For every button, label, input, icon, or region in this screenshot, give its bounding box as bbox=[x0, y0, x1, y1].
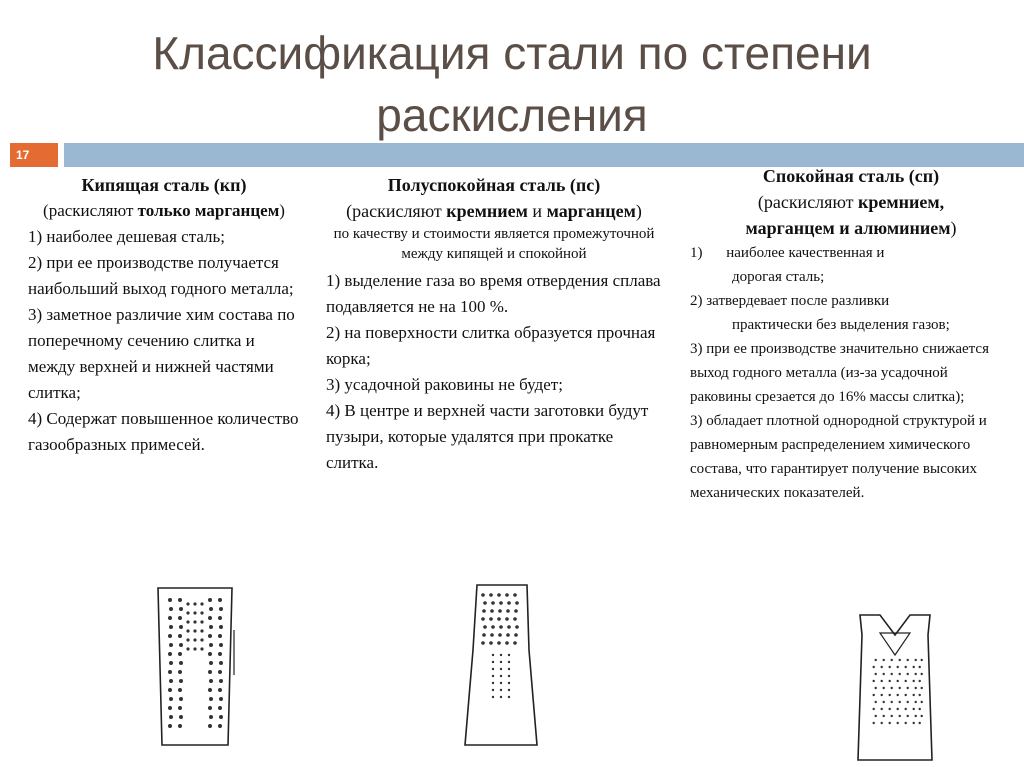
bubble-dot bbox=[179, 679, 183, 683]
bubble-dot bbox=[873, 666, 875, 668]
bubble-dot bbox=[169, 625, 173, 629]
bubble-dot bbox=[500, 668, 502, 670]
bubble-dot bbox=[193, 611, 196, 614]
column-subtitle bbox=[690, 215, 1012, 241]
bubble-dot bbox=[208, 598, 212, 602]
bubble-dot bbox=[218, 706, 222, 710]
bubble-dot bbox=[492, 696, 494, 698]
bubble-dot bbox=[168, 652, 172, 656]
bubble-dot bbox=[921, 687, 923, 689]
slide-title bbox=[0, 22, 1024, 146]
bubble-dot bbox=[875, 659, 877, 661]
bubble-dot bbox=[919, 694, 921, 696]
bubble-dot bbox=[915, 687, 917, 689]
slide-title-line1: Классификация стали по степени bbox=[152, 27, 872, 79]
bubble-dot bbox=[209, 697, 213, 701]
bubble-dot bbox=[490, 633, 494, 637]
bubble-dot bbox=[891, 715, 893, 717]
bubble-dot bbox=[178, 724, 182, 728]
bubble-dot bbox=[498, 609, 502, 613]
bubble-dot bbox=[193, 629, 196, 632]
bubble-dot bbox=[907, 659, 909, 661]
bubble-dot bbox=[179, 697, 183, 701]
bubble-dot bbox=[218, 652, 222, 656]
bubble-dot bbox=[179, 715, 183, 719]
bubble-dot bbox=[913, 722, 915, 724]
bubble-dot bbox=[218, 598, 222, 602]
bubble-dot bbox=[193, 620, 196, 623]
bubble-dot bbox=[490, 609, 494, 613]
bubble-dot bbox=[913, 680, 915, 682]
bubble-dot bbox=[483, 601, 487, 605]
bubble-dot bbox=[489, 593, 493, 597]
bubble-dot bbox=[515, 601, 519, 605]
bubble-dot bbox=[218, 688, 222, 692]
column-title: Спокойная сталь (сп) bbox=[762, 166, 940, 186]
bubble-dot bbox=[200, 620, 203, 623]
bubble-dot bbox=[915, 659, 917, 661]
list-number: 1) bbox=[690, 245, 703, 261]
column-header bbox=[690, 163, 1012, 241]
list-text: наиболее качественная и bbox=[726, 245, 885, 261]
bubble-dot bbox=[897, 680, 899, 682]
bubble-dot bbox=[179, 661, 183, 665]
bubble-dot bbox=[905, 708, 907, 710]
bubble-dot bbox=[873, 722, 875, 724]
subtitle-bold: марганцем и алюминием bbox=[745, 218, 951, 238]
bubble-dot bbox=[506, 633, 510, 637]
bubble-dot bbox=[186, 620, 189, 623]
column-header bbox=[28, 172, 300, 224]
bubble-dot bbox=[492, 668, 494, 670]
bubble-dot bbox=[507, 625, 511, 629]
bubble-dot bbox=[515, 625, 519, 629]
bubble-dot bbox=[513, 617, 517, 621]
bubble-dot bbox=[499, 601, 503, 605]
bubble-dot bbox=[891, 687, 893, 689]
bubble-dot bbox=[881, 708, 883, 710]
bubble-dot bbox=[883, 715, 885, 717]
bubble-dot bbox=[492, 682, 494, 684]
bubble-dot bbox=[913, 694, 915, 696]
list-item-continuation: дорогая сталь; bbox=[732, 269, 825, 285]
bubble-dot bbox=[875, 673, 877, 675]
bubble-dot bbox=[492, 689, 494, 691]
bubble-dot bbox=[899, 701, 901, 703]
bubble-dot bbox=[193, 602, 196, 605]
list-item: 1) выделение газа во время отвердения сплава подавляется не на 100 %. bbox=[326, 271, 661, 316]
list-item: 3) заметное различие хим состава по поперечному сечению слитка и между верхней и нижней частями слитка; bbox=[28, 305, 295, 402]
bubble-dot bbox=[913, 708, 915, 710]
column-note: по качеству и стоимости является промежуточной между кипящей и спокойной bbox=[333, 226, 655, 262]
bubble-dot bbox=[492, 654, 494, 656]
subtitle-bold: марганцем bbox=[546, 201, 636, 221]
bubble-dot bbox=[897, 694, 899, 696]
bubble-dot bbox=[500, 696, 502, 698]
bubble-dot bbox=[899, 659, 901, 661]
bubble-dot bbox=[873, 708, 875, 710]
list-item: 2) при ее производстве получается наибольший выход годного металла; bbox=[28, 253, 294, 298]
bubble-dot bbox=[481, 593, 485, 597]
bubble-dot bbox=[489, 617, 493, 621]
bubble-dot bbox=[193, 647, 196, 650]
list-item: 1) наиболее дешевая сталь; bbox=[28, 227, 225, 246]
subtitle-text: ) bbox=[635, 201, 642, 221]
bubble-dot bbox=[907, 701, 909, 703]
bubble-dot bbox=[508, 682, 510, 684]
bubble-dot bbox=[209, 625, 213, 629]
list-item: 2) на поверхности слитка образуется прочная корка; bbox=[326, 323, 656, 368]
bubble-dot bbox=[200, 629, 203, 632]
bubble-dot bbox=[891, 673, 893, 675]
bubble-dot bbox=[921, 701, 923, 703]
bubble-dot bbox=[218, 724, 222, 728]
bubble-dot bbox=[219, 643, 223, 647]
bubble-dot bbox=[483, 625, 487, 629]
bubble-dot bbox=[168, 616, 172, 620]
bubble-dot bbox=[889, 708, 891, 710]
subtitle-bold: кремнием, bbox=[858, 192, 945, 212]
bubble-dot bbox=[921, 659, 923, 661]
list-item: 2) затвердевает после разливки bbox=[690, 293, 890, 309]
bubble-dot bbox=[881, 722, 883, 724]
bubble-dot bbox=[200, 638, 203, 641]
bubble-dot bbox=[169, 661, 173, 665]
bubble-dot bbox=[178, 670, 182, 674]
bubble-dot bbox=[169, 643, 173, 647]
bubble-dot bbox=[500, 661, 502, 663]
bubble-dot bbox=[169, 679, 173, 683]
bubble-dot bbox=[168, 688, 172, 692]
bubble-dot bbox=[899, 673, 901, 675]
bubble-dot bbox=[505, 617, 509, 621]
bubble-dot bbox=[218, 616, 222, 620]
bubble-dot bbox=[513, 641, 517, 645]
subtitle-text: ) bbox=[279, 201, 285, 220]
column-title: Кипящая сталь (кп) bbox=[81, 175, 247, 195]
bubble-dot bbox=[219, 679, 223, 683]
bubble-dot bbox=[209, 643, 213, 647]
bubble-dot bbox=[873, 694, 875, 696]
bubble-dot bbox=[482, 633, 486, 637]
bubble-dot bbox=[178, 652, 182, 656]
bubble-dot bbox=[508, 675, 510, 677]
bubble-dot bbox=[881, 694, 883, 696]
bubble-dot bbox=[168, 670, 172, 674]
bubble-dot bbox=[507, 601, 511, 605]
bubble-dot bbox=[875, 687, 877, 689]
bubble-dot bbox=[179, 607, 183, 611]
bubble-dot bbox=[178, 598, 182, 602]
bubble-dot bbox=[883, 701, 885, 703]
bubble-dot bbox=[491, 625, 495, 629]
bubble-dot bbox=[492, 661, 494, 663]
bubble-dot bbox=[905, 666, 907, 668]
bubble-dot bbox=[208, 634, 212, 638]
bubble-dot bbox=[915, 673, 917, 675]
subtitle-bold: кремнием bbox=[446, 201, 528, 221]
bubble-dot bbox=[500, 689, 502, 691]
bubble-dot bbox=[905, 722, 907, 724]
bubble-dot bbox=[891, 701, 893, 703]
bubble-dot bbox=[491, 601, 495, 605]
bubble-dot bbox=[218, 670, 222, 674]
list-item bbox=[690, 241, 1012, 265]
bubble-dot bbox=[881, 680, 883, 682]
bubble-dot bbox=[200, 611, 203, 614]
bubble-dot bbox=[513, 593, 517, 597]
bubble-dot bbox=[889, 680, 891, 682]
bubble-dot bbox=[200, 602, 203, 605]
bubble-dot bbox=[905, 694, 907, 696]
bubble-dot bbox=[219, 661, 223, 665]
bubble-dot bbox=[179, 643, 183, 647]
bubble-dot bbox=[875, 701, 877, 703]
bubble-dot bbox=[209, 607, 213, 611]
bubble-dot bbox=[492, 675, 494, 677]
bubble-dot bbox=[219, 697, 223, 701]
subtitle-text: (раскисляют bbox=[757, 192, 859, 212]
slide-title-line2: раскисления bbox=[376, 89, 648, 141]
bubble-dot bbox=[891, 659, 893, 661]
bubble-dot bbox=[219, 715, 223, 719]
bubble-dot bbox=[489, 641, 493, 645]
bubble-dot bbox=[186, 629, 189, 632]
bubble-dot bbox=[873, 680, 875, 682]
subtitle-text: (раскисляют bbox=[43, 201, 138, 220]
bubble-dot bbox=[168, 724, 172, 728]
bubble-dot bbox=[907, 687, 909, 689]
bubble-dot bbox=[219, 625, 223, 629]
bubble-dot bbox=[169, 715, 173, 719]
bubble-dot bbox=[169, 607, 173, 611]
list-item: 3) усадочной раковины не будет; bbox=[326, 375, 563, 394]
bubble-dot bbox=[508, 696, 510, 698]
bubble-dot bbox=[508, 689, 510, 691]
bubble-dot bbox=[168, 634, 172, 638]
subtitle-text: (раскисляют bbox=[346, 201, 447, 221]
bubble-dot bbox=[178, 706, 182, 710]
subtitle-text: ) bbox=[950, 218, 957, 238]
bubble-dot bbox=[897, 708, 899, 710]
bubble-dot bbox=[497, 641, 501, 645]
slide-number: 17 bbox=[10, 143, 58, 167]
bubble-dot bbox=[506, 609, 510, 613]
list-item: 4) Содержат повышенное количество газообразных примесей. bbox=[28, 409, 299, 454]
bubble-dot bbox=[505, 641, 509, 645]
column-semi-killed-steel bbox=[326, 172, 662, 476]
bubble-dot bbox=[899, 687, 901, 689]
bubble-dot bbox=[208, 688, 212, 692]
bubble-dot bbox=[497, 617, 501, 621]
bubble-dot bbox=[481, 641, 485, 645]
bubble-dot bbox=[500, 654, 502, 656]
bubble-dot bbox=[208, 724, 212, 728]
bubble-dot bbox=[209, 715, 213, 719]
bubble-dot bbox=[915, 701, 917, 703]
semi-killed-ingot-diagram bbox=[455, 580, 550, 750]
bubble-dot bbox=[889, 694, 891, 696]
bubble-dot bbox=[913, 666, 915, 668]
bubble-dot bbox=[186, 647, 189, 650]
bubble-dot bbox=[514, 633, 518, 637]
bubble-dot bbox=[168, 598, 172, 602]
bubble-dot bbox=[883, 673, 885, 675]
bubble-dot bbox=[919, 666, 921, 668]
bubble-dot bbox=[208, 616, 212, 620]
list-item: 3) при ее производстве значительно снижается выход годного металла (из-за усадочной раковины срезается до 16% массы слитка); bbox=[690, 341, 989, 405]
bubble-dot bbox=[219, 607, 223, 611]
bubble-dot bbox=[208, 670, 212, 674]
bubble-dot bbox=[508, 661, 510, 663]
bubble-dot bbox=[482, 609, 486, 613]
bubble-dot bbox=[921, 715, 923, 717]
column-killed-steel bbox=[690, 163, 1012, 505]
bubble-dot bbox=[897, 666, 899, 668]
column-rimmed-steel bbox=[28, 172, 300, 458]
bubble-dot bbox=[881, 666, 883, 668]
bubble-dot bbox=[905, 680, 907, 682]
subtitle-text: и bbox=[527, 201, 547, 221]
bubble-dot bbox=[186, 638, 189, 641]
bubble-dot bbox=[208, 652, 212, 656]
bubble-dot bbox=[915, 715, 917, 717]
bubble-dot bbox=[919, 708, 921, 710]
bubble-dot bbox=[508, 654, 510, 656]
bubble-dot bbox=[875, 715, 877, 717]
bubble-dot bbox=[919, 722, 921, 724]
list-item-continuation: практически без выделения газов; bbox=[732, 317, 950, 333]
bubble-dot bbox=[508, 668, 510, 670]
bubble-dot bbox=[200, 647, 203, 650]
bubble-dot bbox=[179, 625, 183, 629]
column-subtitle bbox=[28, 198, 300, 224]
column-subtitle bbox=[326, 198, 662, 224]
bubble-dot bbox=[481, 617, 485, 621]
bubble-dot bbox=[178, 616, 182, 620]
bubble-dot bbox=[498, 633, 502, 637]
list-item: 4) В центре и верхней части заготовки будут пузыри, которые удалятся при прокатке слитка. bbox=[326, 401, 649, 472]
column-subtitle bbox=[690, 189, 1012, 215]
column-title: Полуспокойная сталь (пс) bbox=[387, 175, 601, 195]
bubble-dot bbox=[499, 625, 503, 629]
bubble-dot bbox=[178, 634, 182, 638]
subtitle-bold: только марганцем bbox=[137, 201, 280, 220]
killed-ingot-diagram bbox=[850, 605, 940, 767]
rimmed-ingot-diagram bbox=[150, 580, 240, 750]
bubble-dot bbox=[505, 593, 509, 597]
bubble-dot bbox=[186, 602, 189, 605]
bubble-dot bbox=[889, 722, 891, 724]
bubble-dot bbox=[209, 661, 213, 665]
bubble-dot bbox=[907, 673, 909, 675]
bubble-dot bbox=[883, 687, 885, 689]
bubble-dot bbox=[178, 688, 182, 692]
bubble-dot bbox=[169, 697, 173, 701]
bubble-dot bbox=[907, 715, 909, 717]
bubble-dot bbox=[889, 666, 891, 668]
bubble-dot bbox=[208, 706, 212, 710]
bubble-dot bbox=[168, 706, 172, 710]
list-item: 3) обладает плотной однородной структурой и равномерным распределением химического состава, что гарантирует получение высоких механических показателей. bbox=[690, 413, 987, 501]
bubble-dot bbox=[193, 638, 196, 641]
bubble-dot bbox=[186, 611, 189, 614]
bubble-dot bbox=[500, 682, 502, 684]
bubble-dot bbox=[218, 634, 222, 638]
bubble-dot bbox=[921, 673, 923, 675]
bubble-dot bbox=[209, 679, 213, 683]
bubble-dot bbox=[919, 680, 921, 682]
bubble-dot bbox=[497, 593, 501, 597]
bubble-dot bbox=[514, 609, 518, 613]
bubble-dot bbox=[897, 722, 899, 724]
bubble-dot bbox=[883, 659, 885, 661]
bubble-dot bbox=[500, 675, 502, 677]
column-header bbox=[326, 172, 662, 224]
bubble-dot bbox=[899, 715, 901, 717]
